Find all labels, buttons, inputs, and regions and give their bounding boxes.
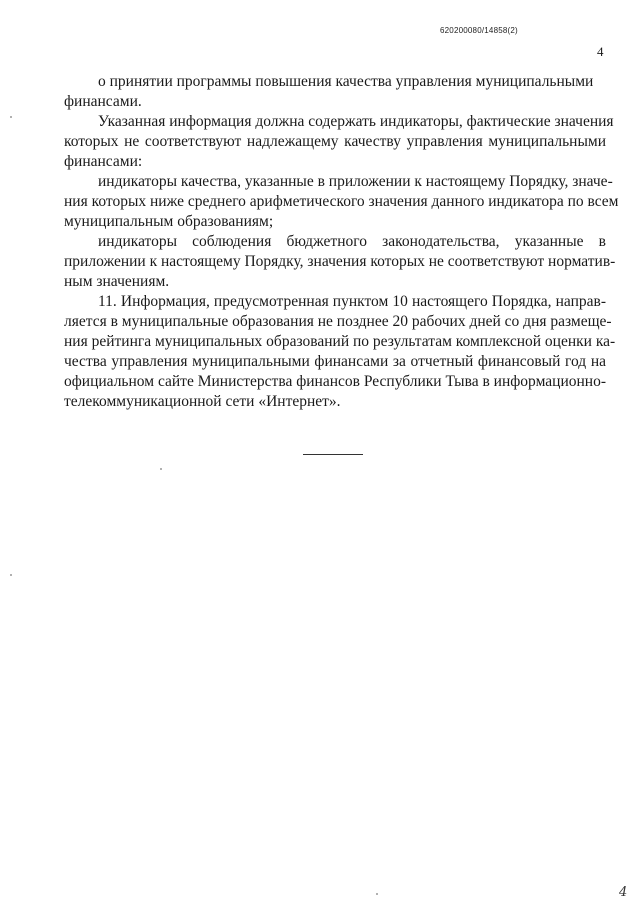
text-line: ляется в муниципальные образования не позднее 20 рабочих дней со дня размеще- xyxy=(64,313,612,330)
text-line: о принятии программы повышения качества управления муниципальными xyxy=(98,73,594,90)
text-line: финансами. xyxy=(64,93,142,110)
handwritten-page-mark: 4 xyxy=(619,885,628,900)
page-number: 4 xyxy=(597,44,604,59)
scan-artifact-dot xyxy=(160,468,162,470)
text-line: ния которых ниже среднего арифметического значения данного индикатора по всем xyxy=(64,193,619,210)
text-line: которых не соответствуют надлежащему качеству управления муниципальными xyxy=(64,133,606,150)
scan-artifact-dot xyxy=(10,574,12,576)
document-registration-code: 620200080/14858(2) xyxy=(440,26,518,35)
text-line: финансами: xyxy=(64,153,143,170)
text-line: Указанная информация должна содержать индикаторы, фактические значения xyxy=(98,113,614,130)
text-line: индикаторы соблюдения бюджетного законодательства, указанные в xyxy=(98,233,606,250)
text-line: официальном сайте Министерства финансов Республики Тыва в информационно- xyxy=(64,373,606,390)
section-separator-line xyxy=(303,454,363,455)
scan-artifact-dot xyxy=(10,116,12,118)
scan-artifact-dot xyxy=(376,893,378,895)
text-line: индикаторы качества, указанные в приложении к настоящему Порядку, значе- xyxy=(98,173,613,190)
text-line: ным значениям. xyxy=(64,273,170,290)
text-line: муниципальным образованиям; xyxy=(64,213,274,230)
document-body xyxy=(64,72,619,412)
text-line: телекоммуникационной сети «Интернет». xyxy=(64,393,341,410)
text-line: 11. Информация, предусмотренная пунктом 10 настоящего Порядка, направ- xyxy=(98,293,606,310)
text-line: ния рейтинга муниципальных образований по результатам комплексной оценки ка- xyxy=(64,333,616,350)
text-line: чества управления муниципальными финансами за отчетный финансовый год на xyxy=(64,353,606,370)
text-line: приложении к настоящему Порядку, значения которых не соответствуют норматив- xyxy=(64,253,616,270)
